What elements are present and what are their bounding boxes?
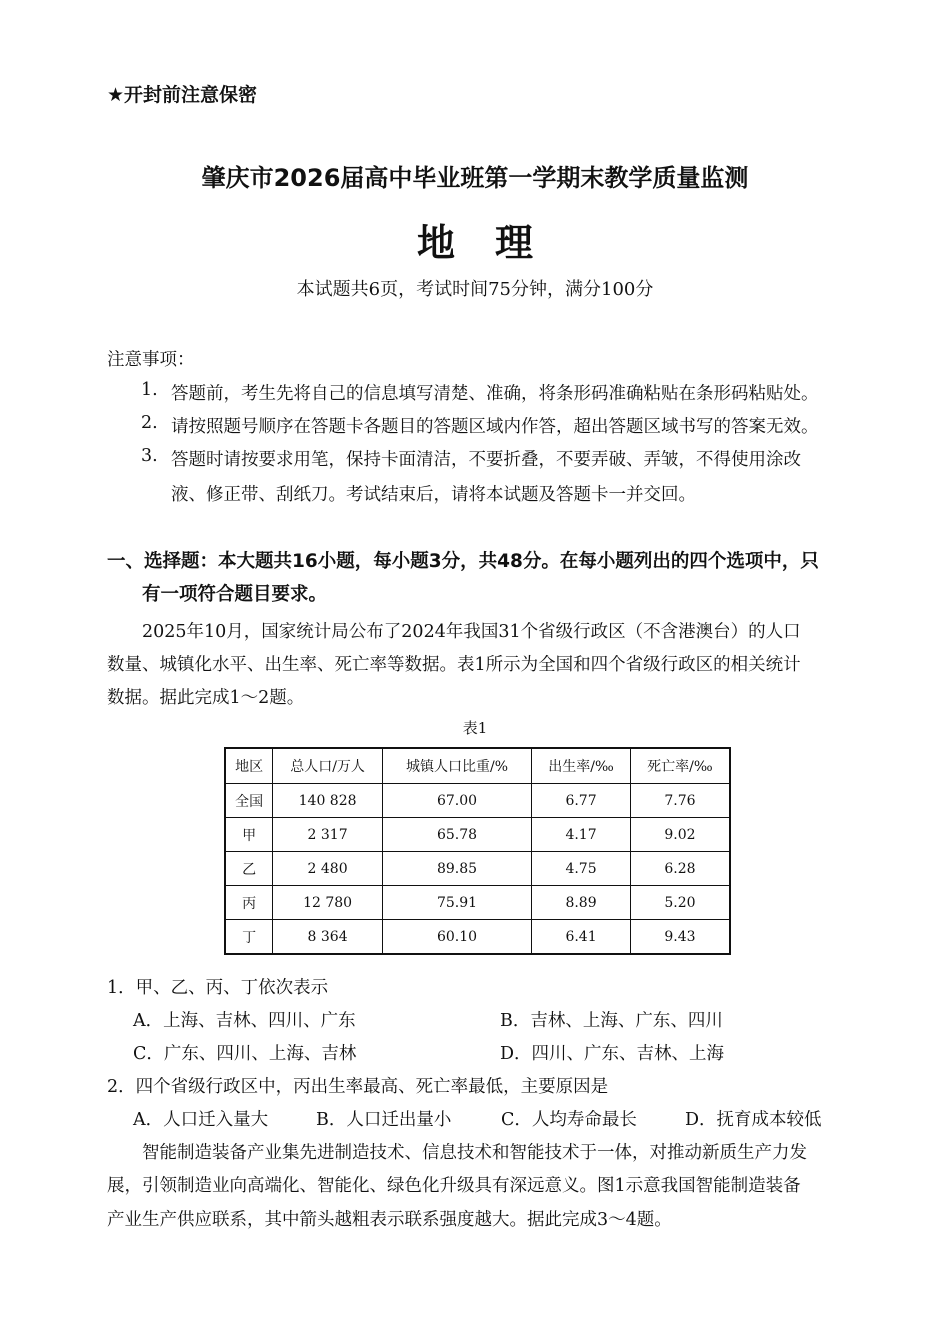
table-cell: 丁 [225,920,273,955]
section-1-heading-cont: 有一项符合题目要求。 [142,584,328,605]
table-header-cell: 出生率/‰ [532,748,631,784]
note-2-text: 请按照题号顺序在答题卡各题目的答题区域内作答，超出答题区域书写的答案无效。 [171,417,819,437]
question-2-option-c: C．人均寿命最长 [501,1110,637,1130]
question-2-option-b: B．人口迁出量小 [316,1110,452,1130]
table-cell: 6.77 [532,784,631,818]
passage-1-line-1: 2025年10月，国家统计局公布了2024年我国31个省级行政区（不含港澳台）的人口 [142,622,801,642]
note-3-number: 3. [141,446,158,466]
table-row [225,852,730,886]
exam-title: 肇庆市2026届高中毕业班第一学期末教学质量监测 [201,164,749,192]
table-cell: 全国 [225,784,273,818]
table-cell: 丙 [225,886,273,920]
table-cell: 2 480 [273,852,383,886]
table-row [225,784,730,818]
table-cell: 7.76 [630,784,730,818]
subject-title: 地理 [416,220,573,265]
question-1-option-a: A．上海、吉林、四川、广东 [133,1011,356,1031]
note-1-text: 答题前，考生先将自己的信息填写清楚、准确，将条形码准确粘贴在条形码粘贴处。 [171,384,819,404]
table-cell: 9.43 [630,920,730,955]
question-1-option-c: C．广东、四川、上海、吉林 [133,1044,357,1064]
table-row [225,920,730,955]
table-header-cell: 总人口/万人 [273,748,383,784]
table-cell: 140 828 [273,784,383,818]
section-1-heading: 一、选择题：本大题共16小题，每小题3分，共48分。在每小题列出的四个选项中，只 [107,551,819,572]
passage-2-line-3: 产业生产供应联系，其中箭头越粗表示联系强度越大。据此完成3～4题。 [107,1210,672,1230]
table-cell: 4.17 [532,818,631,852]
passage-1-line-3: 数据。据此完成1～2题。 [107,688,305,708]
note-3-text: 答题时请按要求用笔，保持卡面清洁，不要折叠，不要弄破、弄皱，不得使用涂改 [171,450,801,470]
table-cell: 67.00 [382,784,531,818]
table-cell: 65.78 [382,818,531,852]
note-2-number: 2. [141,413,158,433]
table-cell: 9.02 [630,818,730,852]
question-2-option-a: A．人口迁入量大 [133,1110,269,1130]
confidential-label: ★开封前注意保密 [107,84,258,106]
table-caption: 表1 [462,719,488,737]
table-cell: 89.85 [382,852,531,886]
passage-2-line-2: 展，引领制造业向高端化、智能化、绿色化升级具有深远意义。图1示意我国智能制造装备 [107,1176,801,1196]
table-row [225,886,730,920]
table-cell: 12 780 [273,886,383,920]
question-2-option-d: D．抚育成本较低 [685,1110,822,1130]
table-cell: 6.28 [630,852,730,886]
table-header-row [225,748,730,784]
question-1-stem: 1．甲、乙、丙、丁依次表示 [107,978,329,998]
table-cell: 甲 [225,818,273,852]
table-cell: 75.91 [382,886,531,920]
notes-heading: 注意事项： [107,350,195,370]
table-cell: 60.10 [382,920,531,955]
question-1-option-d: D．四川、广东、吉林、上海 [500,1044,725,1064]
table-header-cell: 城镇人口比重/% [382,748,531,784]
passage-2-line-1: 智能制造装备产业集先进制造技术、信息技术和智能技术于一体，对推动新质生产力发 [142,1143,807,1163]
table-row [225,818,730,852]
table-cell: 6.41 [532,920,631,955]
table-header-cell: 死亡率/‰ [630,748,730,784]
question-1-option-b: B．吉林、上海、广东、四川 [500,1011,723,1031]
table-cell: 5.20 [630,886,730,920]
question-2-stem: 2．四个省级行政区中，丙出生率最高、死亡率最低，主要原因是 [107,1077,609,1097]
note-1-number: 1. [141,380,158,400]
table-cell: 8 364 [273,920,383,955]
note-3-text-cont: 液、修正带、刮纸刀。考试结束后，请将本试题及答题卡一并交回。 [171,485,696,505]
table-header-cell: 地区 [225,748,273,784]
exam-info: 本试题共6页，考试时间75分钟，满分100分 [296,279,654,300]
table-cell: 2 317 [273,818,383,852]
passage-1-line-2: 数量、城镇化水平、出生率、死亡率等数据。表1所示为全国和四个省级行政区的相关统计 [107,655,801,675]
population-table [224,747,731,955]
table-cell: 4.75 [532,852,631,886]
table-cell: 乙 [225,852,273,886]
table-cell: 8.89 [532,886,631,920]
